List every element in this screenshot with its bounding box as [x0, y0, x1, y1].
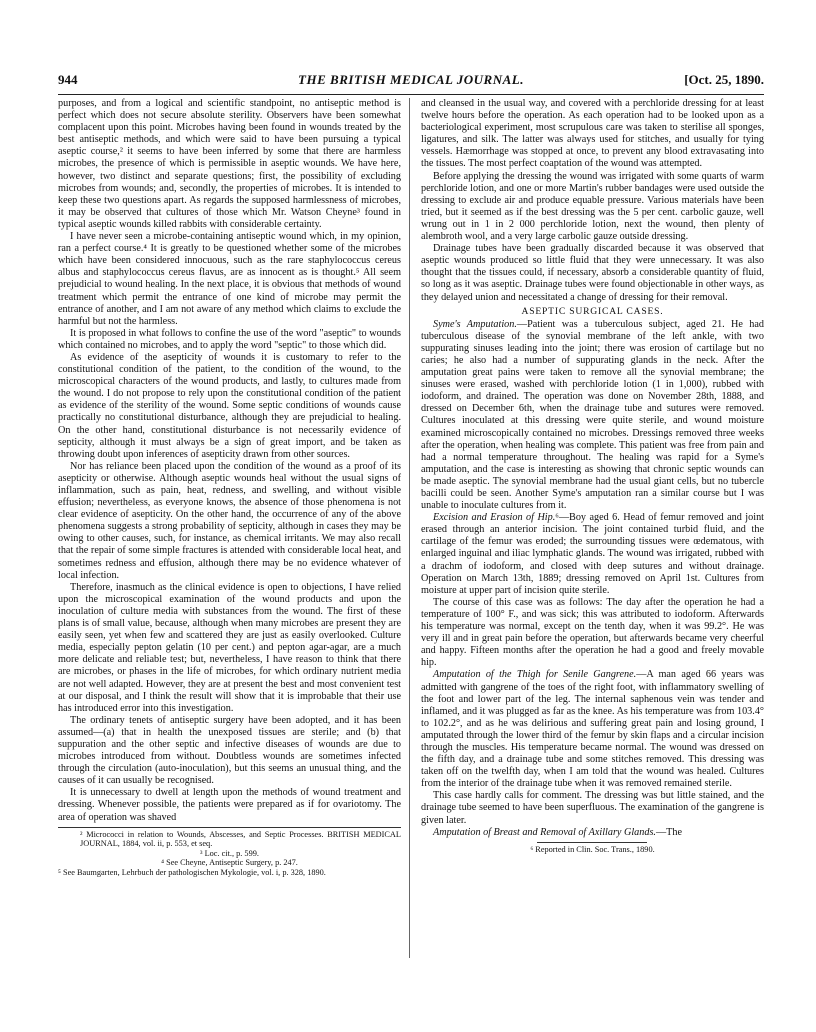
case-text: —A man aged 66 years was admitted with gangrene of the toes of the right foot, with inflammatory swelling of the foot and lower part of the leg. The internal saphenous vein was tender and inflamed, and it was plugged as far as the knee. As his temperature was from 103.4° to 102.2°, and as he was delirious and suffering great pain and losing ground, I amputated through the lower third of the femur by skin flaps and a circular incision through the muscles. His temperature became normal. The wound was dressed on the fifth day, and a drainage tube and some stitches removed. This dressing was taken off on the twelfth day, when I am told that the wound was healed. Cultures from the interior of the drainage tube when it was removed remained sterile.: [421, 669, 764, 790]
case-paragraph: [421, 790, 764, 826]
case-paragraph: [421, 512, 764, 597]
paragraph: purposes, and from a logical and scientific standpoint, no antiseptic method is perfect which does not secure absolute sterility. Observers have been somewhat complacent upon this point. Microbes having been found in wounds treated by the best antiseptic methods, and which were said to have been pursuing a typical aseptic course,² it seems to have been inferred by some that there are harmless microbes, the presence of which is permissible in aseptic wounds. We have here, however, two distinct and separate questions; first, the possibility of excluding microbes from wounds; and, secondly, the properties of microbes. It is intended to keep these two questions apart. As regards the supposed harmlessness of microbes, it may be observed that cultures of those which Mr. Watson Cheyne³ found in typical aseptic wounds killed rabbits with considerable certainty.: [58, 98, 401, 230]
case-text: The course of this case was as follows: The day after the operation he had a temperature of 100° F., and was sick; this was attributed to iodoform. Afterwards his temperature was normal, except on the tenth day, when it was 99.2°. He was very ill and in great pain before the operation, but afterwards became very cheerful and happy. Fifteen months after the operation he had a good and freely movable hip.: [421, 596, 764, 669]
paragraph: It is proposed in what follows to confine the use of the word "aseptic" to wounds which contained no microbes, and to apply the word "septic" to those which did.: [58, 327, 401, 351]
footnote: ³ Loc. cit., p. 599.: [200, 848, 259, 858]
footnote-rule: [537, 842, 647, 843]
case-paragraph: [421, 827, 764, 839]
paragraph: As evidence of the asepticity of wounds it is customary to refer to the constitutional condition of the patient, to the condition of the wound, to the microscopical characters of the wound products, and lastly, to cultures made from the wound. I do not propose to rely upon the constitutional condition of the patient as evidence of the sterility of the wound. Some septic conditions of wounds cause practically no constitutional disturbance, although they are prejudicial to healing. On the other hand, constitutional disturbance is not necessarily evidence of septicity, although it must always be a sign of great import, and be taken as throwing doubt upon inferences of asepticity drawn from other sources.: [58, 351, 401, 460]
case-paragraph: [421, 597, 764, 670]
issue-date: [Oct. 25, 1890.: [684, 72, 764, 87]
case-text: —Patient was a tuberculous subject, aged 21. He had tuberculous disease of the synovial membrane of the left ankle, with two suppurating sinuses leading into the joint; there was erosion of cartilage but no caries; he also had a number of suppurating glands in the neck. After the amputation great pains were taken to remove all the synovial membrane; the sinuses were erased, washed with perchloride lotion (1 in 1,000), rubbed with iodoform, and drained. The operation was done on November 28th, 1888, and dressed on December 6th, when the drainage tube and sutures were removed. Cultures inoculated at this dressing were quite sterile, and wound moisture examined microscopically contained no microbes. Dressings removed three weeks after the operation, when healing was complete. This patient was free from pain and had a normal temperature throughout. The healing was rapid for a Syme's amputation, and the case is interesting as showing that chronic septic wounds can be made aseptic. The synovial membrane had the usual giant cells, but no tubercle bacilli could be seen. Another Syme's amputation ran a similar course but I was unable to inoculate cultures from it.: [421, 318, 764, 512]
footnote: ⁵ See Baumgarten, Lehrbuch der pathologischen Mykologie, vol. i, p. 328, 1890.: [58, 868, 326, 877]
right-column: [421, 98, 764, 854]
paragraph: and cleansed in the usual way, and covered with a perchloride dressing for at least twelve hours before the operation. As each operation had to be looked upon as a bacteriological experiment, most scrupulous care was taken to sterilise all sponges, ligatures, and silk. The latter was always used for stitches, and usually for tying vessels. Hæmorrhage was stopped at once, to prevent any blood extravasating into the tissues. The most perfect coaptation of the wound was attempted.: [421, 98, 764, 170]
paragraph: Before applying the dressing the wound was irrigated with some quarts of warm perchloride lotion, and one or more Martin's rubber bandages were used outside the dressing to exclude air and produce equable pressure. Various materials have been tried, but it seemed as if the best dressing was the 5 per cent. carbolic gauze, well wrung out in 1 in 2 000 perchloride lotion, next the wound, then plenty of alembroth wool, and a very large carbolic gauze outside dressing.: [421, 170, 764, 243]
case-title: Excision and Erasion of Hip.: [433, 512, 556, 524]
header-rule: [58, 94, 764, 95]
paragraph: It is unnecessary to dwell at length upon the methods of wound treatment and dressing. Whenever possible, the patients were prepared as if for ovariotomy. The area of operation was shaved: [58, 787, 401, 823]
page-number: 944: [58, 72, 78, 87]
case-text: —The: [655, 826, 683, 838]
case-paragraph: [421, 319, 764, 513]
paragraph: The ordinary tenets of antiseptic surgery have been adopted, and it has been assumed—(a) that in health the unexposed tissues are sterile; and (b) that suppuration and the other septic and infective diseases of wounds are due to microbes introduced from without. Doubtless wounds are sometimes infected through the circulation (auto-inoculation), but this seems an unusual thing, and the causes of it can usually be recognised.: [58, 714, 401, 787]
left-column: [58, 98, 401, 878]
running-header: [58, 72, 764, 90]
footnote: ⁶ Reported in Clin. Soc. Trans., 1890.: [530, 844, 655, 854]
paragraph: I have never seen a microbe-containing antiseptic wound which, in my opinion, ran a perfect course.⁴ It is greatly to be questioned whether some of the microbes which have been considered innocuous, such as the rare staphylococcus cereus albus and staphylococcus cereus flavus, are as innocent as is thought.⁵ All seem prejudicial to wound healing. In the next place, it is obvious that methods of wound treatment which permit the entrance of one kind of microbe may permit the entrance of another, and I am not aware of any method which claims to exclude the harmful but not the harmless.: [58, 231, 401, 327]
footnote: ⁴ See Cheyne, Antiseptic Surgery, p. 247.: [161, 858, 298, 868]
case-title: Amputation of the Thigh for Senile Gangrene.: [433, 669, 637, 681]
paragraph: Therefore, inasmuch as the clinical evidence is open to objections, I have relied upon the microscopical examination of the wound products and upon the inoculation of culture media with substances from the wound. The first of these plans is of small value, because, although when many microbes are present they are easily seen, yet when few and scattered they are just as easily overlooked. Culture media, especially pepton gelatin (10 per cent.) and pepton agar-agar, are a much more delicate and reliable test; but, nevertheless, I have reason to think that there are microbes, or phases in the life of microbes, for which ordinary nutrient media are not well adapted. However, they are at present the best and most convenient test at our disposal, and I think the result will show that it is improbable that their use has introduced error into this investigation.: [58, 581, 401, 714]
paragraph: Drainage tubes have been gradually discarded because it was observed that aseptic wounds produced so little fluid that they were unnecessary. It was also thought that the tissues could, if necessary, absorb a considerable quantity of fluid, so long as it was aseptic. Drainage tubes were found objectionable in other ways, as they delayed union and necessitated a change of dressing for their removal.: [421, 243, 764, 303]
case-title: Amputation of Breast and Removal of Axillary Glands.: [433, 826, 656, 838]
case-paragraph: [421, 669, 764, 790]
journal-title: THE BRITISH MEDICAL JOURNAL.: [298, 72, 524, 87]
case-text: ⁶—Boy aged 6. Head of femur removed and joint erased through an anterior incision. The joint contained turbid fluid, and the cartilage of the femur was eroded; the surrounding tissues were œdematous, with enlarged inguinal and iliac lymphatic glands. The wound was irrigated, rubbed with a drachm of iodoform, and closed with deep sutures and without drainage. Operation on March 13th, 1889; dressing removed on April 1st. Cultures from moisture at upper part of incision quite sterile.: [421, 512, 764, 596]
column-divider: [409, 98, 410, 958]
footnote-rule: [58, 827, 401, 828]
footnote: ² Micrococci in relation to Wounds, Abscesses, and Septic Processes. BRITISH MEDICAL JOURNAL, 1884, vol. ii, p. 553, et seq.: [80, 829, 401, 849]
section-heading: ASEPTIC SURGICAL CASES.: [521, 305, 664, 317]
paragraph: Nor has reliance been placed upon the condition of the wound as a proof of its asepticity or otherwise. Although aseptic wounds heal without the usual signs of inflammation, such as pain, heat, redness, and swelling, and without visible effusion; nevertheless, as everyone knows, the absence of those phenomena is not clear evidence of asepticity. On the other hand, the occurrence of any of the above phenomena suggests a strong probability of septicity, although in cases they may be owing to other causes, such, for instance, as chemical irritants. We may also recall that the repair of some simple fractures is attended with considerable local heat, and sometimes redness and effusion, although there may be no evidence whatever of local infection.: [58, 460, 401, 581]
case-title: Syme's Amputation.: [433, 318, 517, 330]
case-text: This case hardly calls for comment. The dressing was but little stained, and the drainage tube seemed to have been superfluous. The examination of the gangrene is given later.: [421, 790, 764, 826]
